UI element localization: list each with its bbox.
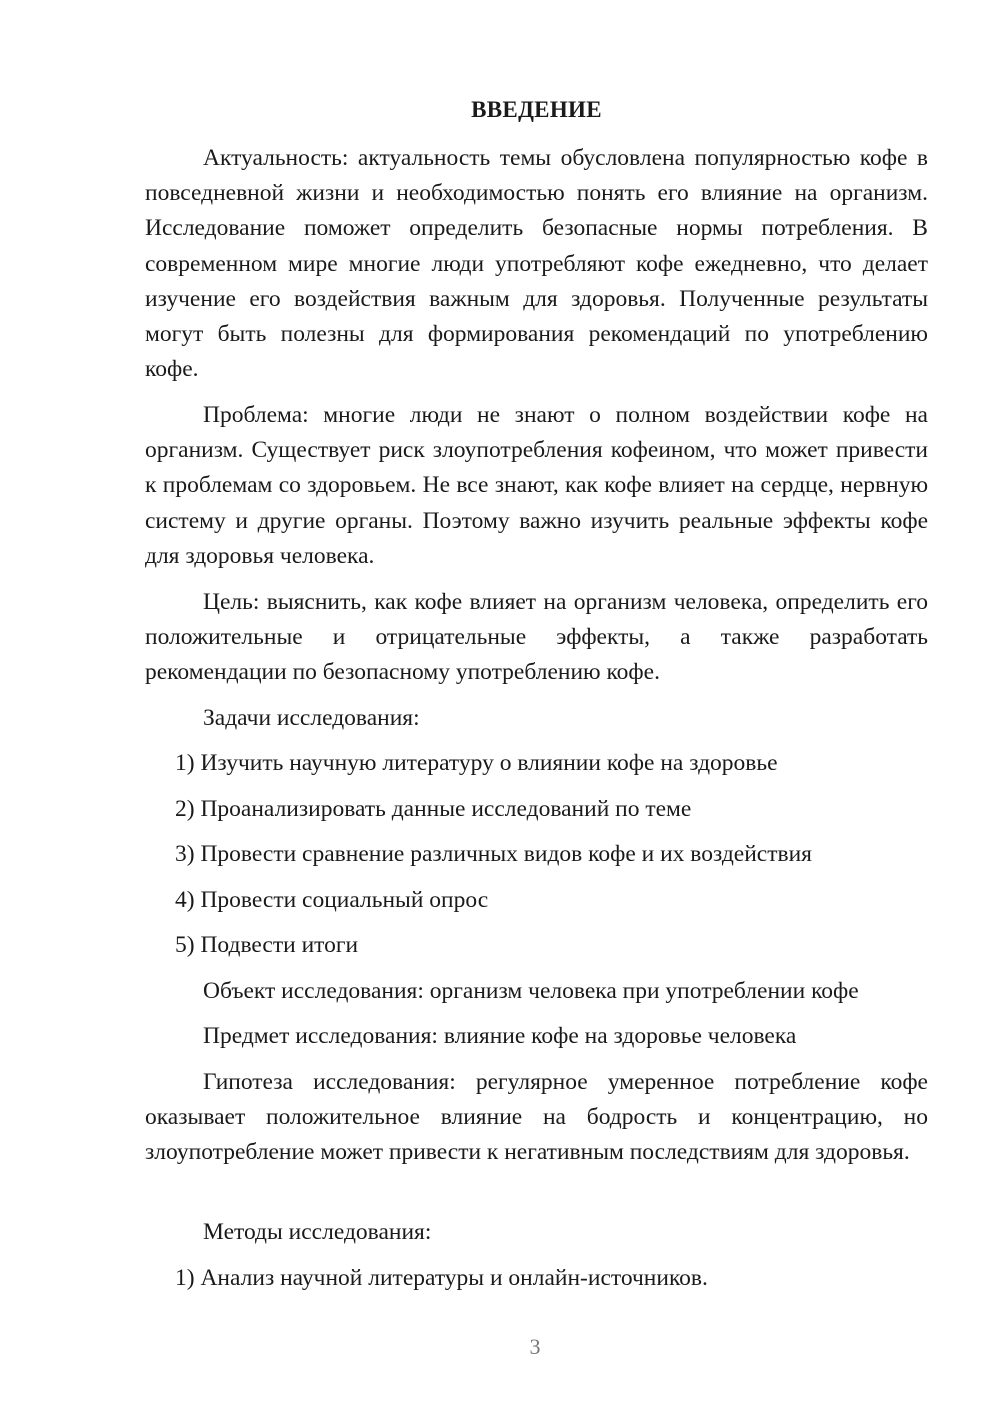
problem-paragraph: Проблема: многие люди не знают о полном воздействии кофе на организм. Существует риск злоупотребления кофеином, что может привести к проблемам со здоровьем. Не все знают, как кофе влияет на сердце, нервную систему и другие органы. Поэтому важно изучить реальные эффекты кофе для здоровья человека. bbox=[145, 402, 928, 569]
page-number: 3 bbox=[529, 1334, 541, 1359]
relevance-paragraph: Актуальность: актуальность темы обусловлена популярностью кофе в повседневной жизни и необходимостью понять его влияние на организм. Исследование поможет определить безопасные нормы потребления. В современном мире многие люди употребляют кофе ежедневно, что делает изучение его воздействия важным для здоровья. Полученные результаты могут быть полезны для формирования рекомендаций по употреблению кофе. bbox=[145, 145, 928, 383]
task-item-2: 2) Проанализировать данные исследований по теме bbox=[175, 796, 692, 822]
subject-line: Предмет исследования: влияние кофе на здоровье человека bbox=[203, 1023, 797, 1049]
task-item-3: 3) Провести сравнение различных видов кофе и их воздействия bbox=[175, 841, 812, 867]
task-item-5: 5) Подвести итоги bbox=[175, 932, 359, 958]
tasks-title: Задачи исследования: bbox=[203, 705, 420, 731]
task-item-1: 1) Изучить научную литературу о влиянии кофе на здоровье bbox=[175, 750, 778, 776]
hypothesis-paragraph: Гипотеза исследования: регулярное умеренное потребление кофе оказывает положительное влияние на бодрость и концентрацию, но злоупотребление может привести к негативным последствиям для здоровья. bbox=[145, 1069, 928, 1166]
methods-title: Методы исследования: bbox=[203, 1219, 432, 1245]
section-heading: ВВЕДЕНИЕ bbox=[471, 97, 602, 122]
object-line: Объект исследования: организм человека при употреблении кофе bbox=[203, 978, 859, 1004]
method-item-1: 1) Анализ научной литературы и онлайн-источников. bbox=[175, 1265, 708, 1291]
task-item-4: 4) Провести социальный опрос bbox=[175, 887, 489, 913]
goal-paragraph: Цель: выяснить, как кофе влияет на организм человека, определить его положительные и отрицательные эффекты, а также разработать рекомендации по безопасному употреблению кофе. bbox=[145, 589, 928, 686]
